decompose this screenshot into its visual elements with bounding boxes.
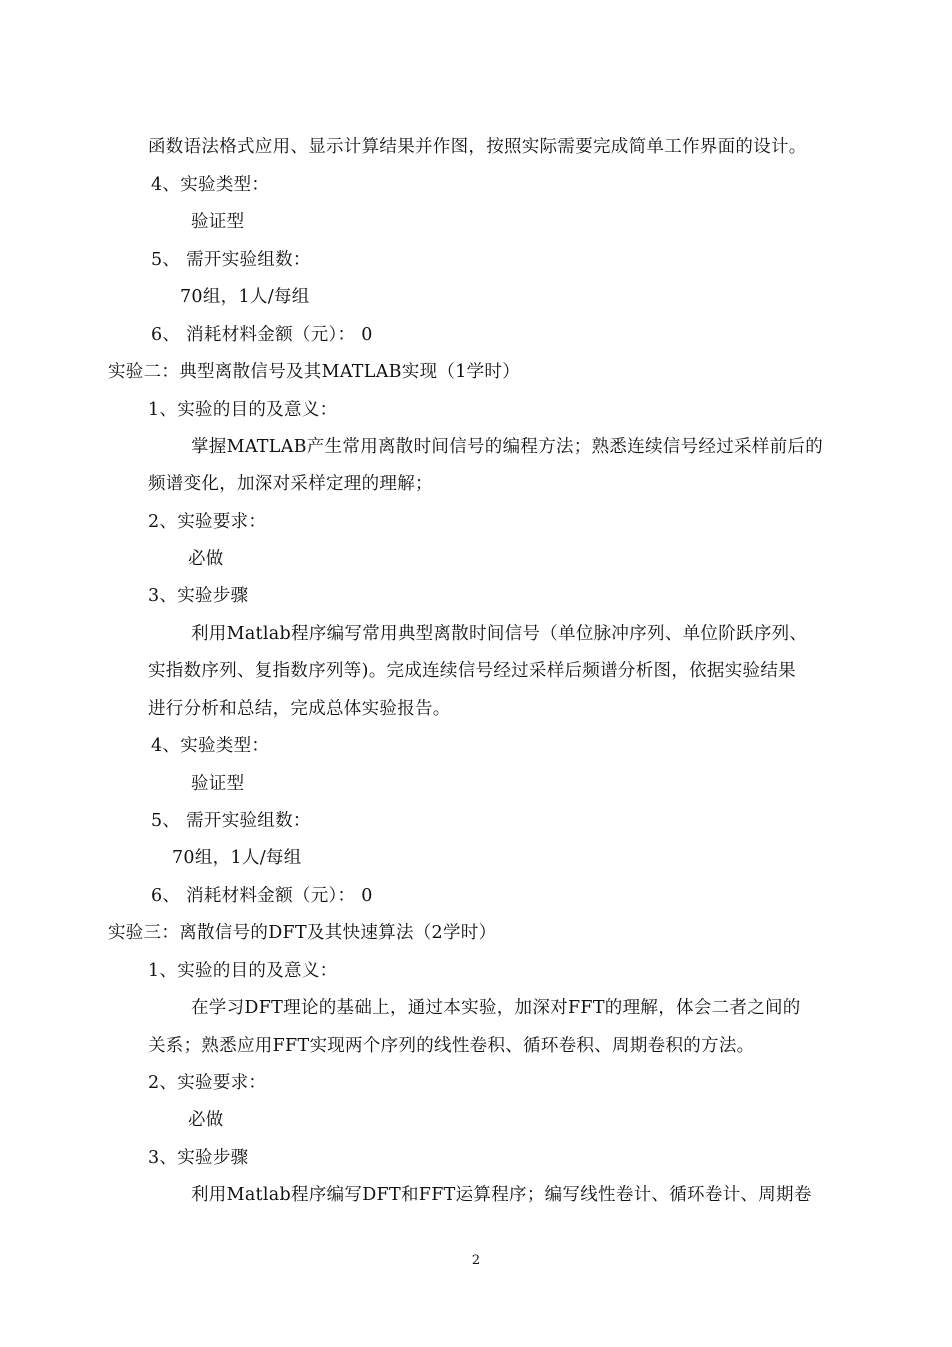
group-count-value: 70组，1人/每组	[180, 287, 310, 307]
item-material-cost: 6、 消耗材料金额（元）： 0	[151, 886, 373, 906]
group-count-value: 70组，1人/每组	[172, 848, 302, 868]
item-experiment-type: 4、实验类型：	[151, 175, 270, 195]
item-requirement: 2、实验要求：	[148, 512, 267, 532]
purpose-text-line-2: 频谱变化，加深对采样定理的理解；	[148, 474, 433, 494]
requirement-value: 必做	[188, 1110, 224, 1130]
experiment-type-value: 验证型	[191, 774, 245, 794]
paragraph-continuation: 函数语法格式应用、显示计算结果并作图，按照实际需要完成简单工作界面的设计。	[148, 137, 807, 157]
steps-text-line-2: 实指数序列、复指数序列等)。完成连续信号经过采样后频谱分析图，依据实验结果	[148, 661, 796, 681]
page-number: 2	[471, 1253, 481, 1268]
purpose-text-line-2: 关系；熟悉应用FFT实现两个序列的线性卷积、循环卷积、周期卷积的方法。	[148, 1036, 755, 1056]
steps-text-line-1: 利用Matlab程序编写DFT和FFT运算程序；编写线性卷计、循环卷计、周期卷	[191, 1185, 812, 1205]
item-steps: 3、实验步骤	[148, 1148, 249, 1168]
section-heading-experiment-3: 实验三：离散信号的DFT及其快速算法（2学时）	[108, 923, 497, 943]
item-purpose: 1、实验的目的及意义：	[148, 961, 338, 981]
steps-text-line-3: 进行分析和总结，完成总体实验报告。	[148, 699, 451, 719]
purpose-text-line-1: 掌握MATLAB产生常用离散时间信号的编程方法；熟悉连续信号经过采样前后的	[191, 437, 823, 457]
item-requirement: 2、实验要求：	[148, 1073, 267, 1093]
purpose-text-line-1: 在学习DFT理论的基础上，通过本实验，加深对FFT的理解，体会二者之间的	[191, 998, 801, 1018]
item-group-count: 5、 需开实验组数：	[151, 250, 311, 270]
steps-text-line-1: 利用Matlab程序编写常用典型离散时间信号（单位脉冲序列、单位阶跃序列、	[191, 624, 808, 644]
requirement-value: 必做	[188, 549, 224, 569]
item-steps: 3、实验步骤	[148, 586, 249, 606]
item-experiment-type: 4、实验类型：	[151, 736, 270, 756]
experiment-type-value: 验证型	[191, 212, 245, 232]
item-material-cost: 6、 消耗材料金额（元）： 0	[151, 325, 373, 345]
item-group-count: 5、 需开实验组数：	[151, 811, 311, 831]
section-heading-experiment-2: 实验二：典型离散信号及其MATLAB实现（1学时）	[108, 362, 521, 382]
item-purpose: 1、实验的目的及意义：	[148, 400, 338, 420]
